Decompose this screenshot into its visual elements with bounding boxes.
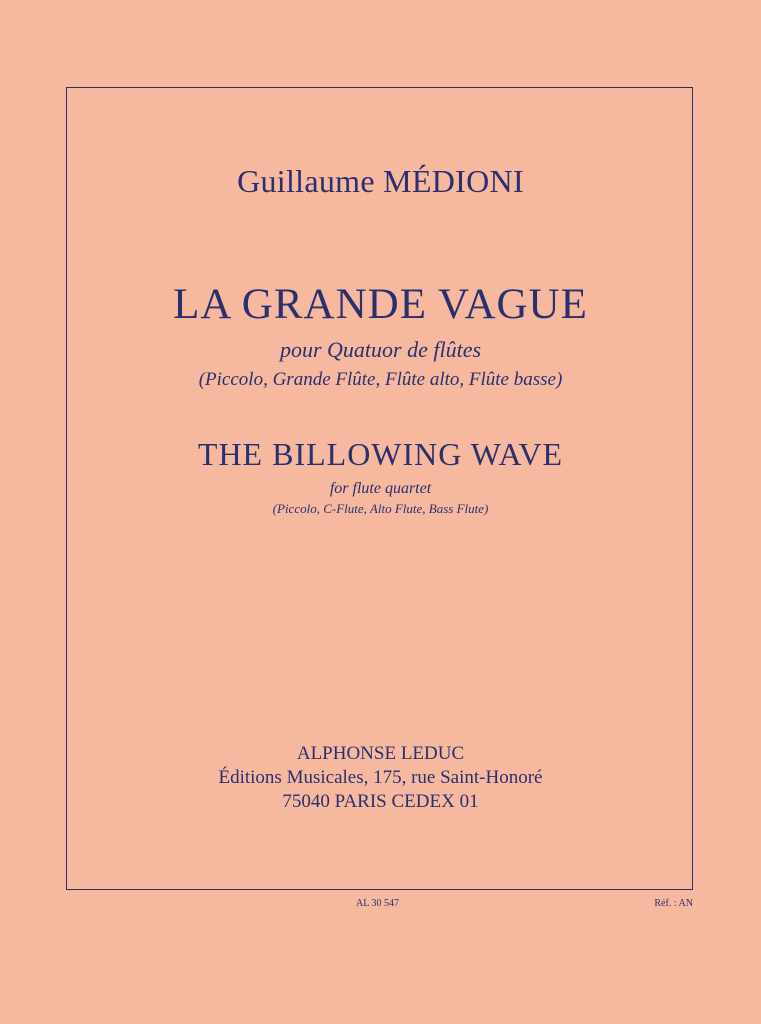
publisher-name: ALPHONSE LEDUC — [296, 743, 465, 764]
title-french: LA GRANDE VAGUE — [173, 281, 588, 328]
subtitle-french: pour Quatuor de flûtes — [279, 337, 482, 362]
publisher-city: 75040 PARIS CEDEX 01 — [282, 791, 479, 812]
catalog-number: AL 30 547 — [356, 898, 399, 909]
composer-name: Guillaume MÉDIONI — [237, 163, 524, 199]
reference-code: Réf. : AN — [654, 898, 693, 909]
publisher-address: Éditions Musicales, 175, rue Saint-Honoré — [218, 767, 543, 788]
subtitle-english: for flute quartet — [329, 480, 432, 497]
publisher-block — [0, 742, 761, 814]
instrumentation-english: (Piccolo, C-Flute, Alto Flute, Bass Flute) — [272, 501, 489, 516]
instrumentation-french: (Piccolo, Grande Flûte, Flûte alto, Flûte basse) — [198, 369, 563, 390]
title-english: THE BILLOWING WAVE — [197, 436, 564, 472]
